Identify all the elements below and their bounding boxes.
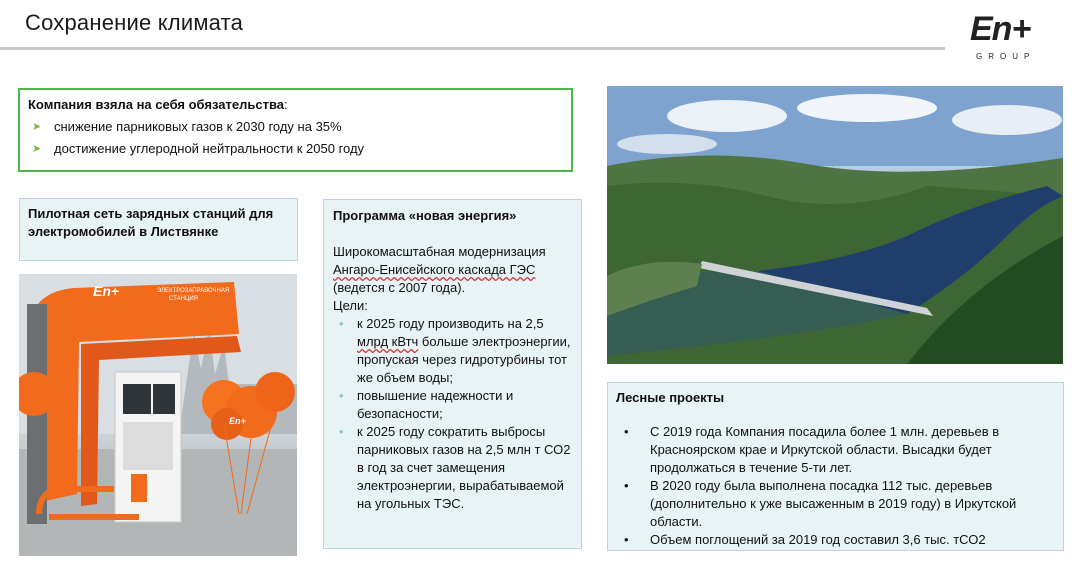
forest-projects-box [607,382,1064,551]
page-title: Сохранение климата [25,10,244,35]
charging-station-photo [19,274,297,556]
dot-bullet-icon: • [339,388,344,403]
title-divider [0,47,945,50]
svg-text:СТАНЦИЯ: СТАНЦИЯ [169,296,199,302]
arrow-bullet-icon: ➤ [32,143,42,155]
program-goals-list [333,315,572,513]
forest-item: • В 2020 году была выполнена посадка 112 тыс. деревьев (дополнительно к уже высаженным в 2019 году) в Иркутской области. [624,478,1017,529]
dot-bullet-icon: • [339,316,344,331]
dam-landscape-illustration [607,86,1063,364]
goal-item: • к 2025 году сократить выбросы парниковых газов на 2,5 млн т СО2 в год за счет замещения электроэнергии, вырабатываемой на угольных ТЭС. [339,424,571,511]
forest-item: • С 2019 года Компания посадила более 1 млн. деревьев в Красноярском крае и Иркутской области. Высадки будет продолжаться в течение 5-ти лет. [624,424,1000,475]
program-desc-line: Широкомасштабная модернизация [333,244,546,259]
company-logo [970,12,1060,68]
forest-heading: Лесные проекты [616,390,725,405]
dot-bullet-icon: • [339,424,344,439]
pilot-title-line1: Пилотная сеть зарядных станций для [28,206,274,221]
program-desc-line: Ангаро-Енисейского каскада ГЭС [333,262,536,277]
pilot-title-line2: электромобилей в Листвянке [28,224,219,239]
commitment-item: ➤ снижение парниковых газов к 2030 году на 35% [28,116,563,138]
program-heading: Программа «новая энергия» [333,208,517,223]
svg-text:ЭЛЕКТРОЗАПРАВОЧНАЯ: ЭЛЕКТРОЗАПРАВОЧНАЯ [157,288,230,294]
commitment-item: ➤ достижение углеродной нейтральности к 2050 году [28,138,563,160]
logo-mark: En+ [970,10,1031,48]
program-goals-label: Цели: [333,298,368,313]
svg-text:En+: En+ [93,283,120,299]
dot-bullet-icon: • [624,478,629,493]
dot-bullet-icon: • [624,532,629,547]
commitments-box [18,88,573,172]
new-energy-program-box [323,199,582,549]
goal-item: • повышение надежности и безопасности; [339,388,514,421]
program-desc-line: (ведется с 2007 года). [333,280,466,295]
pilot-charging-box [19,198,298,261]
arrow-bullet-icon: ➤ [32,121,42,133]
goal-item: • к 2025 году производить на 2,5 млрд кВтч больше электроэнергии, пропуская через гидротурбины тот же объем воды; [339,316,571,385]
logo-group-text: GROUP [976,52,1036,61]
hydro-dam-photo [607,86,1063,364]
commitments-list [28,116,563,160]
forest-list [616,423,1055,549]
forest-item: • Объем поглощений за 2019 год составил 3,6 тыс. тСО2 [624,532,986,547]
commitments-heading: Компания взяла на себя обязательства: [28,97,288,112]
charging-station-illustration [19,274,297,556]
svg-text:En+: En+ [229,416,246,426]
dot-bullet-icon: • [624,424,629,439]
